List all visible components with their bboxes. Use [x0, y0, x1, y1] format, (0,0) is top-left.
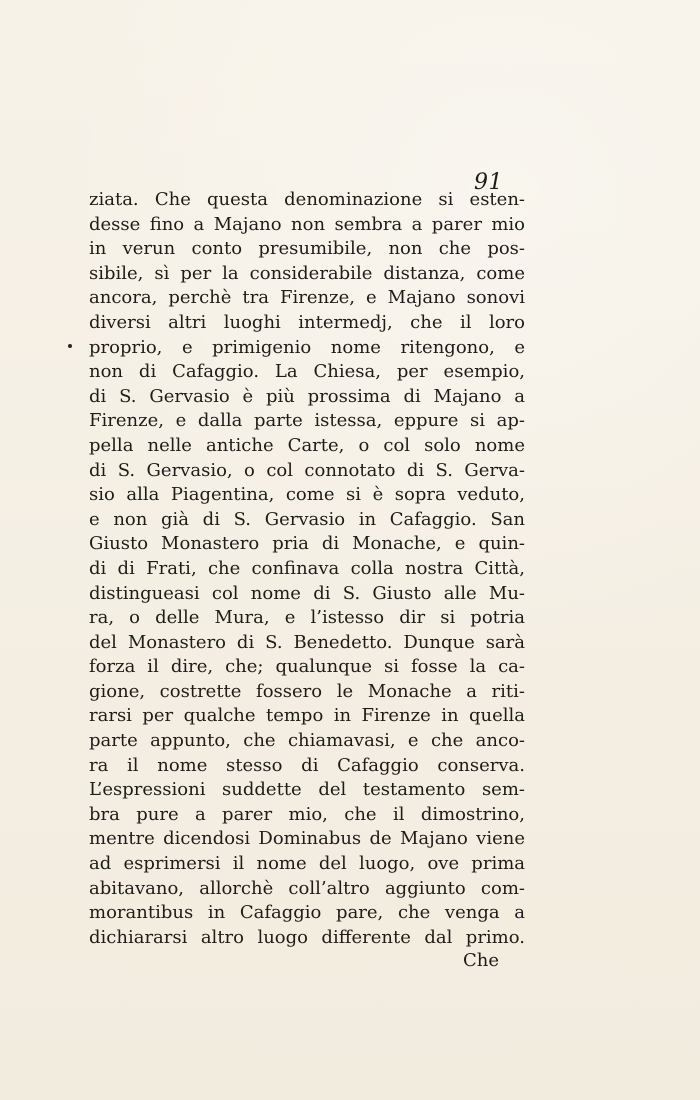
text-line: di S. Gervasio, o col connotato di S. Gerva- [89, 459, 525, 481]
text-line: Firenze, e dalla parte istessa, eppure si ap- [89, 410, 525, 432]
text-line: desse fino a Majano non sembra a parer mio [89, 213, 525, 235]
text-line: sibile, sì per la considerabile distanza, come [89, 262, 525, 284]
text-line: del Monastero di S. Benedetto. Dunque sarà [89, 631, 525, 653]
text-line: diversi altri luoghi intermedj, che il loro [89, 311, 525, 333]
text-line: ra, o delle Mura, e l’istesso dir si potria [89, 607, 525, 629]
margin-dot [68, 344, 72, 348]
text-line: proprio, e primigenio nome ritengono, e [89, 336, 525, 358]
text-line: parte appunto, che chiamavasi, e che anco- [89, 730, 525, 752]
text-line: ra il nome stesso di Cafaggio conserva. [89, 754, 525, 776]
text-line: pella nelle antiche Carte, o col solo nome [89, 434, 525, 456]
text-line: gione, costrette fossero le Monache a riti- [89, 680, 525, 702]
text-line: ziata. Che questa denominazione si esten- [89, 189, 525, 210]
text-line: sio alla Piagentina, come si è sopra veduto, [89, 484, 525, 506]
text-line: mentre dicendosi Dominabus de Majano viene [89, 828, 525, 850]
text-line: in verun conto presumibile, non che pos- [89, 238, 525, 260]
text-line: e non già di S. Gervasio in Cafaggio. San [89, 508, 525, 530]
text-line: Giusto Monastero pria di Monache, e quin- [89, 533, 525, 555]
catchword: Che [463, 950, 500, 971]
text-line: rarsi per qualche tempo in Firenze in quella [89, 705, 525, 727]
text-line: non di Cafaggio. La Chiesa, per esempio, [89, 361, 525, 383]
text-line: abitavano, allorchè coll’altro aggiunto com- [89, 877, 525, 899]
text-line: distingueasi col nome di S. Giusto alle Mu- [89, 582, 525, 604]
text-line: ad esprimersi il nome del luogo, ove prima [89, 853, 525, 875]
text-line: di di Frati, che confinava colla nostra Città, [89, 557, 525, 579]
text-line: di S. Gervasio è più prossima di Majano a [89, 385, 525, 407]
text-line: bra pure a parer mio, che il dimostrino, [89, 803, 525, 825]
body-text [89, 188, 525, 950]
text-line: dichiararsi altro luogo differente dal primo. [89, 926, 525, 948]
page-number: 91 [474, 170, 503, 195]
text-line: ancora, perchè tra Firenze, e Majano sonovi [89, 287, 525, 309]
text-line: forza il dire, che; qualunque si fosse la ca- [89, 656, 525, 678]
text-line: L’espressioni suddette del testamento sem- [89, 779, 525, 801]
text-line: morantibus in Cafaggio pare, che venga a [89, 902, 525, 924]
